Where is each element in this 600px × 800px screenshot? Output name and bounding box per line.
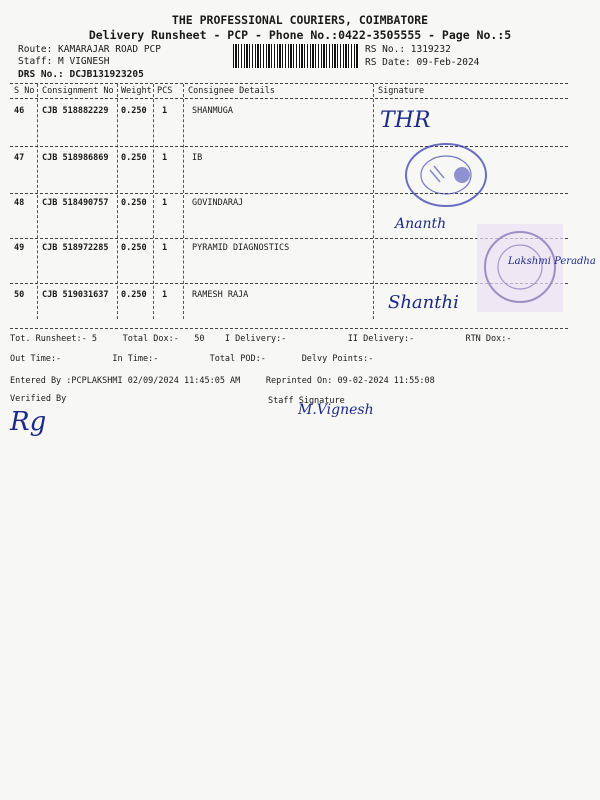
row-weight: 0.250 — [121, 198, 147, 208]
col-signature: Signature — [378, 86, 425, 96]
col-consignment: Consignment No — [42, 86, 114, 96]
col-sno: S No — [14, 86, 35, 96]
row-pcs: 1 — [162, 243, 168, 253]
entered-by: Entered By :PCPLAKSHMI 02/09/2024 11:45:05 AM Reprinted On: 09-02-2024 11:55:08 — [10, 376, 435, 386]
table-bottom-rule — [10, 328, 568, 329]
row-pcs: 1 — [162, 106, 168, 116]
row-consignee: IB — [192, 153, 203, 163]
row-consignee: PYRAMID DIAGNOSTICS — [192, 243, 290, 253]
row-weight: 0.250 — [121, 106, 147, 116]
staff-signature: M.Vignesh — [298, 402, 374, 418]
col-pcs: PCS — [157, 86, 173, 96]
row-consignee: GOVINDARAJ — [192, 198, 244, 208]
col-weight: Weight — [121, 86, 152, 96]
signature-row-46: THR — [380, 108, 431, 133]
table-top-rule — [10, 83, 568, 84]
row-consignment: CJB 518882229 — [42, 106, 109, 116]
row-pcs: 1 — [162, 290, 168, 300]
row-sno: 49 — [14, 243, 25, 253]
row-consignment: CJB 518972285 — [42, 243, 109, 253]
table-header-rule — [10, 98, 568, 99]
route-label: Route: KAMARAJAR ROAD PCP — [18, 44, 161, 55]
row-pcs: 1 — [162, 153, 168, 163]
staff-label: Staff: M VIGNESH — [18, 56, 110, 67]
signature-row-49: Lakshmi Peradha — [508, 256, 596, 267]
drs-number: DRS No.: DCJB131923205 — [18, 69, 144, 80]
row-consignee: RAMESH RAJA — [192, 290, 249, 300]
row-sno: 50 — [14, 290, 25, 300]
staff-signature-label: Staff Signature — [268, 396, 345, 406]
office-stamp — [475, 222, 565, 314]
row-consignee: SHANMUGA — [192, 106, 233, 116]
signature-row-50: Shanthi — [388, 292, 459, 313]
col-consignee: Consignee Details — [188, 86, 275, 96]
signature-row-48: Ananth — [395, 216, 447, 232]
rs-number: RS No.: 1319232 — [365, 44, 451, 55]
row-consignment: CJB 518490757 — [42, 198, 109, 208]
row-pcs: 1 — [162, 198, 168, 208]
row-consignment: CJB 518986869 — [42, 153, 109, 163]
row-sno: 46 — [14, 106, 25, 116]
totals-line-1: Tot. Runsheet:- 5 Total Dox:- 50 I Delivery:- II Delivery:- RTN Dox:- — [10, 334, 512, 344]
company-name: THE PROFESSIONAL COURIERS, COIMBATORE — [171, 13, 429, 27]
barcode — [233, 44, 359, 68]
row-sno: 48 — [14, 198, 25, 208]
rs-date: RS Date: 09-Feb-2024 — [365, 57, 480, 68]
row-weight: 0.250 — [121, 290, 147, 300]
verified-by-label: Verified By — [10, 394, 67, 404]
bank-stamp — [400, 140, 492, 210]
runsheet-title: Delivery Runsheet - PCP - Phone No.:0422-3505555 - Page No.:5 — [88, 28, 512, 42]
row-sno: 47 — [14, 153, 25, 163]
verified-signature: Rg — [10, 407, 47, 437]
totals-line-2: Out Time:- In Time:- Total POD:- Delvy Points:- — [10, 354, 374, 364]
row-consignment: CJB 519031637 — [42, 290, 109, 300]
row-weight: 0.250 — [121, 153, 147, 163]
row-weight: 0.250 — [121, 243, 147, 253]
